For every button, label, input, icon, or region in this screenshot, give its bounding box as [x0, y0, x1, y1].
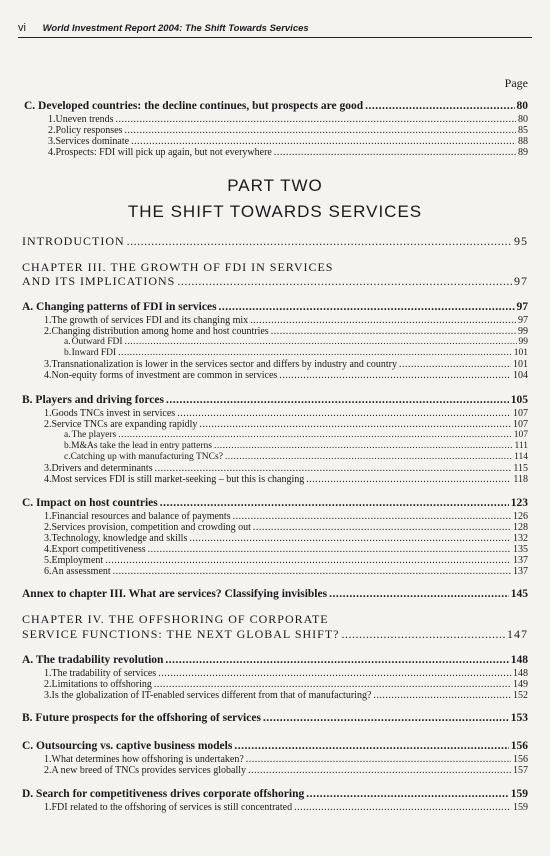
- toc-entry[interactable]: B. Players and driving forces ..... 105: [0, 394, 550, 406]
- toc-entry[interactable]: 3. Transnationalization is lower in the services sector and differs by industry and country ..... 101: [0, 359, 550, 370]
- toc-entry[interactable]: 3. Services dominate ..... 88: [0, 136, 550, 147]
- running-title: World Investment Report 2004: The Shift Towards Services: [42, 23, 309, 34]
- toc-entry[interactable]: b. Inward FDI ..... 101: [0, 348, 550, 358]
- page-column-label: Page: [504, 76, 528, 90]
- toc-entry[interactable]: a. The players ..... 107: [0, 430, 550, 440]
- toc-entry[interactable]: 2. Services provision, competition and crowding out ..... 128: [0, 522, 550, 533]
- toc-entry[interactable]: C. Impact on host countries ..... 123: [0, 497, 550, 509]
- toc-entry[interactable]: 3. Is the globalization of IT-enabled services different from that of manufacturing? ..... 152: [0, 690, 550, 701]
- toc-entry[interactable]: 1. FDI related to the offshoring of services is still concentrated ..... 159: [0, 802, 550, 813]
- toc-entry[interactable]: D. Search for competitiveness drives corporate offshoring ..... 159: [0, 788, 550, 800]
- toc-entry[interactable]: 1. Uneven trends ..... 80: [0, 114, 550, 125]
- part-title: THE SHIFT TOWARDS SERVICES: [127, 202, 423, 221]
- toc-entry[interactable]: 3. Drivers and determinants ..... 115: [0, 463, 550, 474]
- toc-entry[interactable]: 2. Changing distribution among home and host countries ..... 99: [0, 326, 550, 337]
- toc-entry[interactable]: C. Developed countries: the decline continues, but prospects are good ..... 80: [0, 100, 550, 112]
- toc-entry[interactable]: 4. Most services FDI is still market-seeking – but this is changing ..... 118: [0, 474, 550, 485]
- toc-entry[interactable]: 2. Limitations to offshoring ..... 149: [0, 679, 550, 690]
- chapter-3-title-line2[interactable]: AND ITS IMPLICATIONS ..... 97: [0, 274, 550, 289]
- toc-entry[interactable]: c. Catching up with manufacturing TNCs? ..... 114: [0, 452, 550, 462]
- toc-entry[interactable]: 5. Employment ..... 137: [0, 555, 550, 566]
- chapter-4-title-line2[interactable]: SERVICE FUNCTIONS: THE NEXT GLOBAL SHIFT? ..... 147: [0, 627, 550, 642]
- toc-entry[interactable]: 6. An assessment ..... 137: [0, 566, 550, 577]
- running-header: [18, 22, 532, 38]
- chapter-3-title[interactable]: CHAPTER III. THE GROWTH OF FDI IN SERVICES: [22, 260, 334, 274]
- toc-entry[interactable]: A. The tradability revolution ..... 148: [0, 654, 550, 666]
- page-number: vi: [18, 22, 26, 34]
- toc-entry[interactable]: 1. The growth of services FDI and its changing mix ..... 97: [0, 315, 550, 326]
- toc-entry[interactable]: b. M&As take the lead in entry patterns ..... 111: [0, 441, 550, 451]
- toc-entry[interactable]: 2. A new breed of TNCs provides services globally ..... 157: [0, 765, 550, 776]
- toc-entry[interactable]: 1. What determines how offshoring is undertaken? ..... 156: [0, 754, 550, 765]
- toc-entry[interactable]: A. Changing patterns of FDI in services ..... 97: [0, 301, 550, 313]
- toc-entry[interactable]: a. Outward FDI ..... 99: [0, 337, 550, 347]
- part-number: PART TWO: [227, 176, 323, 195]
- toc-entry[interactable]: B. Future prospects for the offshoring of services ..... 153: [0, 712, 550, 724]
- toc-introduction[interactable]: INTRODUCTION ..... 95: [0, 234, 550, 249]
- toc-entry[interactable]: 4. Export competitiveness ..... 135: [0, 544, 550, 555]
- toc-entry[interactable]: 4. Prospects: FDI will pick up again, but not everywhere ..... 89: [0, 147, 550, 158]
- toc-entry[interactable]: 3. Technology, knowledge and skills ..... 132: [0, 533, 550, 544]
- toc-entry[interactable]: 4. Non-equity forms of investment are common in services ..... 104: [0, 370, 550, 381]
- toc-entry[interactable]: 1. Goods TNCs invest in services ..... 107: [0, 408, 550, 419]
- toc-entry[interactable]: 2. Service TNCs are expanding rapidly ..... 107: [0, 419, 550, 430]
- chapter-4-title[interactable]: CHAPTER IV. THE OFFSHORING OF CORPORATE: [22, 612, 329, 626]
- toc-annex[interactable]: Annex to chapter III. What are services? Classifying invisibles ..... 145: [0, 588, 550, 600]
- toc-entry[interactable]: 1. The tradability of services ..... 148: [0, 668, 550, 679]
- toc-entry[interactable]: 2. Policy responses ..... 85: [0, 125, 550, 136]
- toc-entry[interactable]: C. Outsourcing vs. captive business models ..... 156: [0, 740, 550, 752]
- toc-entry[interactable]: 1. Financial resources and balance of payments ..... 126: [0, 511, 550, 522]
